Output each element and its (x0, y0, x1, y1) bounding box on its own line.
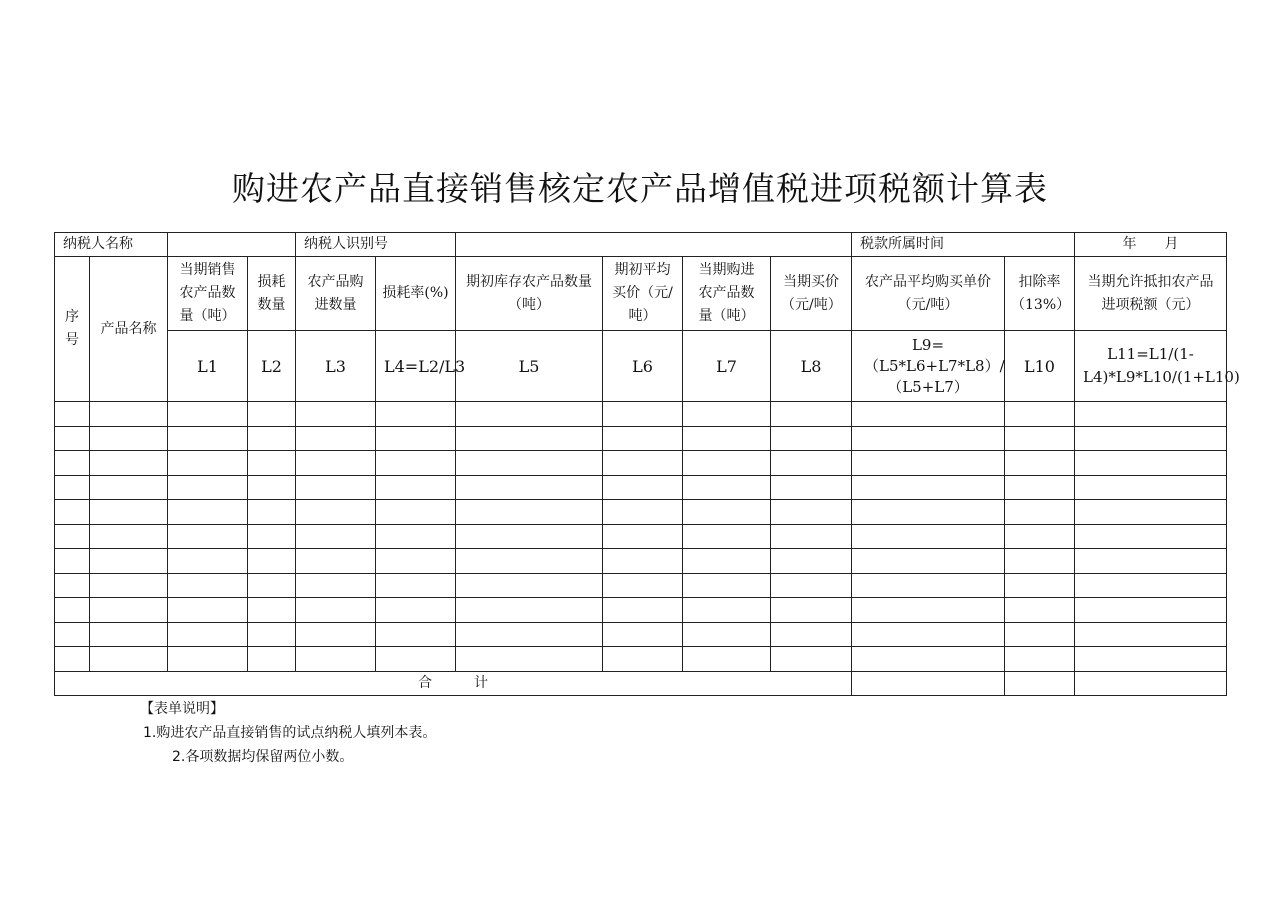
table-cell[interactable] (296, 622, 376, 647)
table-cell[interactable] (1075, 451, 1227, 476)
col-header-l7: 当期购进农产品数量（吨） (683, 257, 771, 331)
col-header-l6: 期初平均买价（元/吨） (603, 257, 683, 331)
table-cell[interactable] (296, 426, 376, 451)
note-item-2: 2.各项数据均保留两位小数。 (172, 749, 354, 765)
table-cell[interactable] (90, 549, 168, 574)
table-cell[interactable] (248, 402, 296, 427)
total-cell-l9[interactable] (852, 671, 1005, 695)
table-cell[interactable] (852, 475, 1005, 500)
info-row (55, 233, 1227, 257)
table-cell[interactable] (852, 573, 1005, 598)
table-row (55, 451, 1227, 476)
table-cell[interactable] (168, 622, 248, 647)
table-cell[interactable] (1005, 647, 1075, 672)
table-cell[interactable] (168, 500, 248, 525)
table-cell[interactable] (1075, 524, 1227, 549)
table-cell[interactable] (168, 451, 248, 476)
taxpayer-name-label: 纳税人名称 (55, 233, 168, 257)
table-cell[interactable] (1005, 573, 1075, 598)
table-cell[interactable] (248, 549, 296, 574)
table-row (55, 573, 1227, 598)
table-cell[interactable] (55, 622, 90, 647)
code-row (55, 331, 1227, 402)
table-cell[interactable] (683, 573, 771, 598)
col-header-l3: 农产品购进数量 (296, 257, 376, 331)
table-cell[interactable] (683, 549, 771, 574)
table-cell[interactable] (852, 647, 1005, 672)
table-cell[interactable] (852, 451, 1005, 476)
table-row (55, 524, 1227, 549)
table-row (55, 475, 1227, 500)
table-cell[interactable] (376, 622, 456, 647)
table-cell[interactable] (771, 451, 852, 476)
table-cell[interactable] (1005, 475, 1075, 500)
table-cell[interactable] (683, 426, 771, 451)
table-cell[interactable] (168, 475, 248, 500)
table-cell[interactable] (168, 524, 248, 549)
table-cell[interactable] (771, 475, 852, 500)
calculation-table (54, 232, 1240, 696)
table-cell[interactable] (1075, 475, 1227, 500)
table-cell[interactable] (376, 426, 456, 451)
col-header-l9: 农产品平均购买单价（元/吨） (852, 257, 1005, 331)
table-cell[interactable] (1005, 549, 1075, 574)
table-cell[interactable] (55, 475, 90, 500)
table-cell[interactable] (683, 451, 771, 476)
table-cell[interactable] (603, 573, 683, 598)
taxpayer-id-field[interactable] (456, 233, 852, 257)
table-cell[interactable] (248, 647, 296, 672)
table-cell[interactable] (376, 475, 456, 500)
table-cell[interactable] (456, 622, 603, 647)
table-cell[interactable] (55, 647, 90, 672)
code-l3: L3 (296, 331, 376, 402)
table-cell[interactable] (771, 647, 852, 672)
table-cell[interactable] (603, 647, 683, 672)
table-cell[interactable] (55, 402, 90, 427)
table-cell[interactable] (603, 451, 683, 476)
table-cell[interactable] (248, 500, 296, 525)
table-cell[interactable] (771, 622, 852, 647)
table-cell[interactable] (90, 524, 168, 549)
table-cell[interactable] (852, 500, 1005, 525)
table-cell[interactable] (90, 573, 168, 598)
code-l10: L10 (1005, 331, 1075, 402)
code-l4: L4=L2/L3 (376, 331, 456, 402)
table-cell[interactable] (683, 622, 771, 647)
code-l11: L11=L1/(1-L4)*L9*L10/(1+L10) (1075, 331, 1227, 402)
table-row (55, 647, 1227, 672)
table-cell[interactable] (1075, 573, 1227, 598)
table-cell[interactable] (55, 598, 90, 623)
table-row (55, 426, 1227, 451)
table-cell[interactable] (683, 500, 771, 525)
table-cell[interactable] (852, 549, 1005, 574)
table-cell[interactable] (55, 573, 90, 598)
col-header-l10: 扣除率（13%） (1005, 257, 1075, 331)
table-cell[interactable] (90, 451, 168, 476)
table-cell[interactable] (683, 475, 771, 500)
table-cell[interactable] (55, 500, 90, 525)
code-l6: L6 (603, 331, 683, 402)
table-cell[interactable] (376, 451, 456, 476)
table-cell[interactable] (1075, 402, 1227, 427)
table-cell[interactable] (1005, 402, 1075, 427)
table-cell[interactable] (1005, 598, 1075, 623)
table-cell[interactable] (55, 426, 90, 451)
table-cell[interactable] (852, 402, 1005, 427)
table-cell[interactable] (1075, 426, 1227, 451)
col-header-l4: 损耗率(%) (376, 257, 456, 331)
header-row (55, 257, 1227, 331)
table-cell[interactable] (248, 475, 296, 500)
table-row (55, 549, 1227, 574)
table-cell[interactable] (1075, 598, 1227, 623)
table-cell[interactable] (852, 426, 1005, 451)
table-cell[interactable] (248, 598, 296, 623)
table-cell[interactable] (771, 500, 852, 525)
table-cell[interactable] (296, 598, 376, 623)
table-row (55, 622, 1227, 647)
table-cell[interactable] (603, 622, 683, 647)
table-cell[interactable] (771, 573, 852, 598)
table-cell[interactable] (90, 598, 168, 623)
taxpayer-id-label: 纳税人识别号 (296, 233, 456, 257)
table-cell[interactable] (296, 524, 376, 549)
table-cell[interactable] (603, 524, 683, 549)
table-cell[interactable] (603, 402, 683, 427)
table-cell[interactable] (296, 500, 376, 525)
table-cell[interactable] (1005, 622, 1075, 647)
table-cell[interactable] (603, 500, 683, 525)
code-l1: L1 (168, 331, 248, 402)
table-cell[interactable] (168, 573, 248, 598)
table-cell[interactable] (90, 500, 168, 525)
table-cell[interactable] (376, 598, 456, 623)
code-l2: L2 (248, 331, 296, 402)
table-cell[interactable] (771, 598, 852, 623)
table-cell[interactable] (376, 402, 456, 427)
code-l5: L5 (456, 331, 603, 402)
table-cell[interactable] (248, 524, 296, 549)
taxpayer-name-field[interactable] (168, 233, 296, 257)
table-cell[interactable] (296, 549, 376, 574)
table-cell[interactable] (55, 524, 90, 549)
table-cell[interactable] (1075, 622, 1227, 647)
table-cell[interactable] (603, 549, 683, 574)
table-cell[interactable] (852, 598, 1005, 623)
total-cell-l10[interactable] (1005, 671, 1075, 695)
table-cell[interactable] (683, 647, 771, 672)
table-cell[interactable] (248, 451, 296, 476)
table-cell[interactable] (168, 402, 248, 427)
table-cell[interactable] (168, 426, 248, 451)
table-cell[interactable] (376, 573, 456, 598)
table-cell[interactable] (456, 402, 603, 427)
table-cell[interactable] (1075, 549, 1227, 574)
note-item-1: 1.购进农产品直接销售的试点纳税人填列本表。 (143, 725, 437, 741)
table-cell[interactable] (248, 573, 296, 598)
table-cell[interactable] (90, 622, 168, 647)
form-notes (140, 697, 436, 769)
col-header-l1: 当期销售农产品数量（吨） (168, 257, 248, 331)
table-cell[interactable] (456, 524, 603, 549)
table-cell[interactable] (248, 622, 296, 647)
total-label: 合 计 (55, 671, 852, 695)
table-cell[interactable] (456, 598, 603, 623)
table-cell[interactable] (456, 573, 603, 598)
table-cell[interactable] (456, 451, 603, 476)
tax-period-field[interactable]: 年 月 (1075, 233, 1227, 257)
table-row (55, 402, 1227, 427)
table-cell[interactable] (90, 402, 168, 427)
table-cell[interactable] (456, 475, 603, 500)
code-l7: L7 (683, 331, 771, 402)
table-cell[interactable] (296, 573, 376, 598)
table-cell[interactable] (296, 647, 376, 672)
notes-heading: 【表单说明】 (140, 701, 224, 717)
table-cell[interactable] (1005, 426, 1075, 451)
code-l9: L9=（L5*L6+L7*L8）/（L5+L7） (852, 331, 1005, 402)
table-cell[interactable] (683, 598, 771, 623)
table-cell[interactable] (55, 451, 90, 476)
table-cell[interactable] (90, 475, 168, 500)
table-cell[interactable] (296, 402, 376, 427)
form-title: 购进农产品直接销售核定农产品增值税进项税额计算表 (232, 169, 1048, 208)
table-cell[interactable] (376, 647, 456, 672)
table-cell[interactable] (168, 647, 248, 672)
table-cell[interactable] (168, 598, 248, 623)
table-cell[interactable] (376, 524, 456, 549)
table-cell[interactable] (771, 402, 852, 427)
table-row (55, 500, 1227, 525)
table-cell[interactable] (376, 549, 456, 574)
table-cell[interactable] (456, 500, 603, 525)
table-cell[interactable] (376, 500, 456, 525)
table-cell[interactable] (90, 647, 168, 672)
table-cell[interactable] (771, 549, 852, 574)
table-cell[interactable] (168, 549, 248, 574)
col-header-seq: 序号 (55, 257, 90, 402)
col-header-product: 产品名称 (90, 257, 168, 402)
table-cell[interactable] (456, 647, 603, 672)
table-cell[interactable] (1005, 524, 1075, 549)
table-cell[interactable] (296, 451, 376, 476)
table-cell[interactable] (683, 402, 771, 427)
col-header-l2: 损耗数量 (248, 257, 296, 331)
table-cell[interactable] (1005, 500, 1075, 525)
table-row (55, 598, 1227, 623)
col-header-l11: 当期允许抵扣农产品进项税额（元） (1075, 257, 1227, 331)
table-cell[interactable] (771, 426, 852, 451)
table-cell[interactable] (603, 598, 683, 623)
table-cell[interactable] (852, 524, 1005, 549)
table-cell[interactable] (296, 475, 376, 500)
table-cell[interactable] (852, 622, 1005, 647)
table-cell[interactable] (1005, 451, 1075, 476)
table-cell[interactable] (1075, 500, 1227, 525)
table-cell[interactable] (603, 475, 683, 500)
col-header-l8: 当期买价（元/吨） (771, 257, 852, 331)
table-cell[interactable] (771, 524, 852, 549)
table-cell[interactable] (90, 426, 168, 451)
table-cell[interactable] (683, 524, 771, 549)
code-l8: L8 (771, 331, 852, 402)
table-cell[interactable] (248, 426, 296, 451)
tax-period-label: 税款所属时间 (852, 233, 1075, 257)
table-cell[interactable] (456, 426, 603, 451)
col-header-l5: 期初库存农产品数量（吨） (456, 257, 603, 331)
total-row (55, 671, 1227, 695)
table-cell[interactable] (603, 426, 683, 451)
total-cell-l11[interactable] (1075, 671, 1227, 695)
table-cell[interactable] (55, 549, 90, 574)
table-cell[interactable] (456, 549, 603, 574)
table-cell[interactable] (1075, 647, 1227, 672)
